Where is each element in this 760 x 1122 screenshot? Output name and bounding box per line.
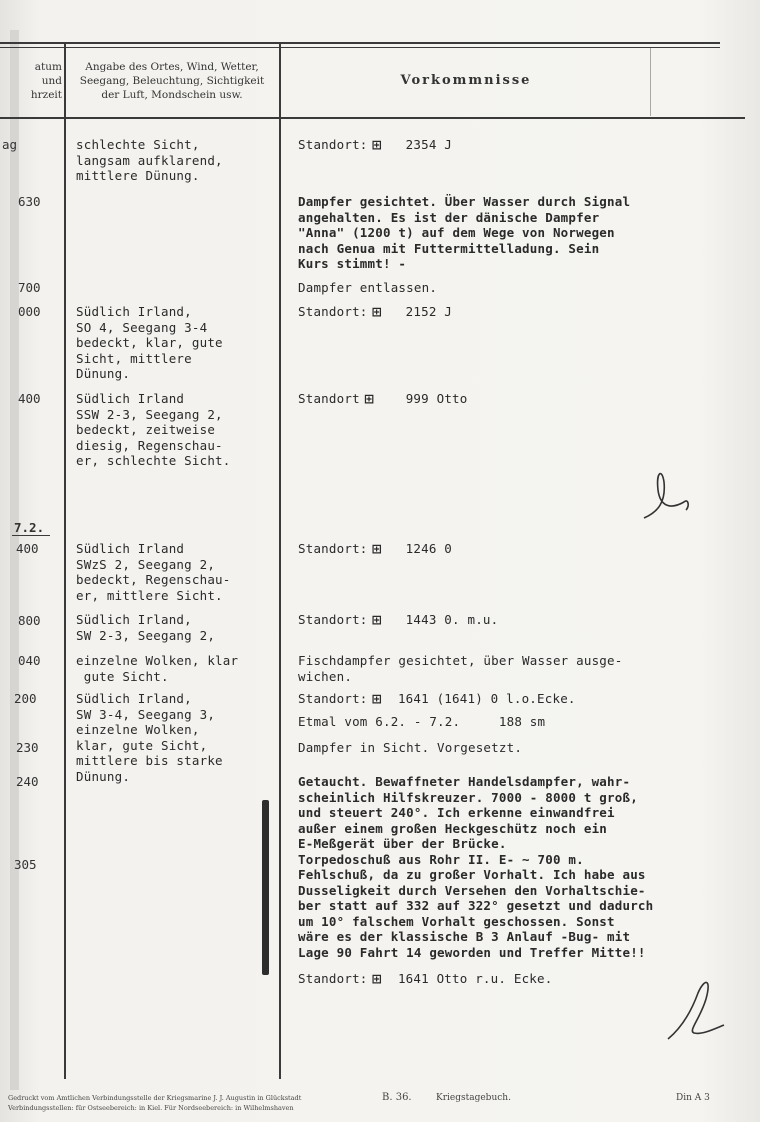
header-datum-line: atum	[34, 61, 62, 73]
standort-value: 1246 0	[405, 541, 453, 556]
header-datum-line: und	[41, 75, 62, 87]
grid-square-icon: ⊞	[371, 541, 383, 556]
time-entry: 700	[18, 280, 41, 295]
footer-paper-size: Din A 3	[676, 1093, 710, 1103]
header-datum-line: hrzeit	[30, 89, 62, 101]
standort-entry	[298, 391, 468, 407]
event-text: Dampfer entlassen.	[298, 280, 438, 295]
event-text: Getaucht. Bewaffneter Handelsdampfer, wahr- scheinlich Hilfskreuzer. 7000 - 8000 t groß, und steuert 240°. Ich erkenne einwandfrei außer einem großen Heckgeschütz noch ein E-Meßgerät über der Brücke. Torpedoschuß aus Rohr II. E- ~ 700 m. Fehlschuß, da zu großer Vorhalt. Ich habe aus Dusseligkeit durch Versehen den Vorhaltschie- ber statt auf 332 auf 322° gesetzt und dadurch um 10° falschem Vorhalt geschossen. Sonst wäre es der klassische B 3 Anlauf -Bug- mit Lage 90 Fahrt 14 geworden und Treffer Mitte!!	[298, 774, 654, 960]
standort-value: 999 Otto	[405, 391, 468, 406]
header-datum-column	[10, 60, 62, 102]
standort-value: 1443 0. m.u.	[405, 612, 499, 627]
standort-entry	[298, 612, 498, 628]
binding-shadow	[10, 30, 19, 1090]
standort-entry	[298, 541, 452, 557]
header-vorkommnisse: Vorkommnisse	[400, 73, 532, 88]
date-entry: 7.2.	[14, 520, 45, 535]
header-ort-column	[66, 60, 278, 102]
time-entry: 630	[18, 194, 41, 209]
grid-square-icon: ⊞	[371, 691, 383, 706]
standort-value: 2152 J	[405, 304, 453, 319]
event-text: Fischdampfer gesichtet, über Wasser ausge- wichen.	[298, 653, 623, 684]
standort-label: Standort:	[298, 541, 368, 556]
standort-label: Standort:	[298, 304, 368, 319]
standort-label: Standort	[298, 391, 360, 406]
handwritten-initial	[660, 975, 730, 1045]
grid-square-icon: ⊞	[371, 137, 383, 152]
footer-form-number: B. 36.	[382, 1092, 412, 1103]
standort-value: 1641 (1641) 0 l.o.Ecke.	[397, 691, 576, 706]
header-ort-line: Seegang, Beleuchtung, Sichtigkeit	[79, 75, 265, 87]
standort-label: Standort:	[298, 137, 368, 152]
standort-value: 2354 J	[405, 137, 453, 152]
time-entry: 400	[18, 391, 41, 406]
time-entry: 240	[16, 774, 39, 789]
grid-square-icon: ⊞	[371, 304, 383, 319]
time-entry: 400	[16, 541, 39, 556]
time-entry: 200	[14, 691, 37, 706]
grid-square-icon: ⊞	[371, 971, 383, 986]
marginal-pencil-mark	[262, 800, 269, 975]
handwritten-initial	[640, 462, 700, 522]
standort-entry	[298, 691, 576, 707]
time-entry: 000	[18, 304, 41, 319]
header-ort-line: der Luft, Mondschein usw.	[101, 89, 243, 101]
etmal-entry: Etmal vom 6.2. - 7.2. 188 sm	[298, 714, 546, 729]
footer-printer-note: Gedruckt vom Amtlichen Verbindungsstelle der Kriegsmarine J. J. Augustin in Glückstadt Verbindungsstellen: für Ostseebereich: in Kiel. Für Nordseebereich: in Wilhelmshaven	[8, 1094, 302, 1112]
standort-label: Standort:	[298, 612, 368, 627]
grid-square-icon: ⊞	[371, 612, 383, 627]
column-divider-3	[650, 48, 651, 116]
weather-entry: Südlich Irland SSW 2-3, Seegang 2, bedeckt, zeitweise diesig, Regenschau- er, schlechte Sicht.	[76, 391, 231, 468]
weather-entry: Südlich Irland SWzS 2, Seegang 2, bedeckt, Regenschau- er, mittlere Sicht.	[76, 541, 231, 603]
time-entry: 305	[14, 857, 37, 872]
column-divider-1	[64, 44, 66, 1079]
event-text: Dampfer in Sicht. Vorgesetzt.	[298, 740, 523, 755]
time-entry: ag	[2, 137, 18, 152]
standort-entry	[298, 137, 452, 153]
weather-entry: Südlich Irland, SW 3-4, Seegang 3, einzelne Wolken, klar, gute Sicht, mittlere bis starke Dünung.	[76, 691, 223, 784]
standort-entry	[298, 971, 552, 987]
column-divider-2	[279, 44, 281, 1079]
footer-form-title: Kriegstagebuch.	[436, 1093, 511, 1103]
standort-entry	[298, 304, 452, 320]
time-entry: 040	[18, 653, 41, 668]
weather-entry: einzelne Wolken, klar gute Sicht.	[76, 653, 239, 684]
event-text: Dampfer gesichtet. Über Wasser durch Signal angehalten. Es ist der dänische Dampfer "Anna" (1200 t) auf dem Wege von Norwegen nach Genua mit Futtermittelladung. Sein Kurs stimmt! -	[298, 194, 631, 271]
grid-square-icon: ⊞	[363, 391, 375, 406]
weather-entry: Südlich Irland, SW 2-3, Seegang 2,	[76, 612, 216, 643]
standort-label: Standort:	[298, 691, 368, 706]
standort-label: Standort:	[298, 971, 368, 986]
date-underline	[12, 535, 50, 536]
standort-value: 1641 Otto r.u. Ecke.	[397, 971, 553, 986]
header-bottom-rule	[0, 117, 745, 119]
time-entry: 230	[16, 740, 39, 755]
weather-entry: schlechte Sicht, langsam aufklarend, mittlere Dünung.	[76, 137, 223, 183]
top-rule	[0, 42, 720, 44]
header-ort-line: Angabe des Ortes, Wind, Wetter,	[85, 61, 259, 73]
weather-entry: Südlich Irland, SO 4, Seegang 3-4 bedeckt, klar, gute Sicht, mittlere Dünung.	[76, 304, 223, 381]
time-entry: 800	[18, 613, 41, 628]
top-rule-thin	[0, 47, 720, 48]
